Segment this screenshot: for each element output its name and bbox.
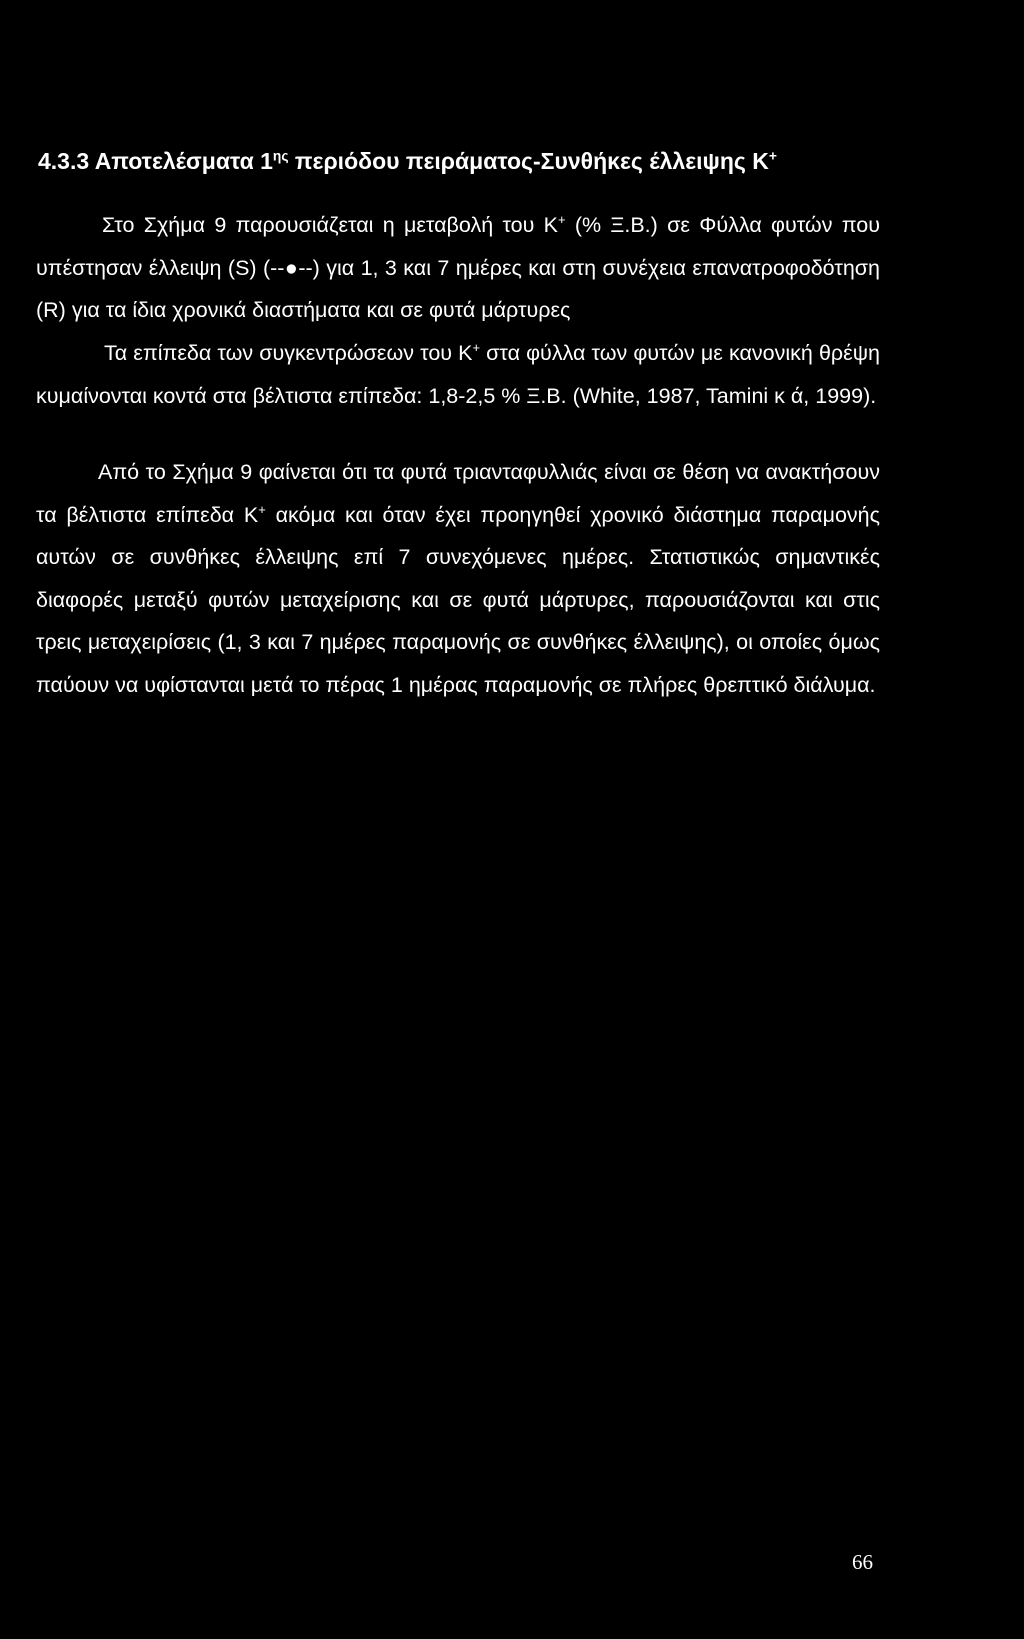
paragraph-2-text-a: Τα επίπεδα των συγκεντρώσεων του K bbox=[104, 341, 473, 365]
paragraph-figure-description bbox=[36, 204, 880, 332]
paragraph-1-ion-charge: + bbox=[558, 211, 566, 227]
paragraph-optimal-levels bbox=[36, 332, 880, 417]
paragraph-2-ion-charge: + bbox=[472, 339, 481, 355]
heading-ion-charge: + bbox=[768, 148, 777, 164]
paragraph-3-text-a: Από το Σχήμα 9 φαίνεται ότι τα φυτά τριανταφυλλιάς είναι σε θέση να ανακτήσουν τα βέλτιστα επίπεδα K bbox=[36, 460, 880, 527]
paragraph-1-text-b: (% Ξ.Β.) σε Φύλλα φυτών που υπέστησαν έλλειψη (S) (--●--) για 1, 3 και 7 ημέρες και στη συνέχεια επανατροφοδότηση (R) για τα ίδια χρονικά διαστήματα και σε φυτά μάρτυρες bbox=[36, 213, 880, 322]
page-number: 66 bbox=[852, 1550, 873, 1574]
paragraph-2-text-b: στα φύλλα των φυτών με κανονική θρέψη κυμαίνονται κοντά στα βέλτιστα επίπεδα: 1,8-2,5 % Ξ.Β. (White, 1987, Tamini κ ά, 1999). bbox=[36, 341, 880, 408]
heading-rest: περιόδου πειράματος-Συνθήκες έλλειψης K bbox=[288, 148, 769, 174]
paragraph-3-ion-charge: + bbox=[258, 501, 266, 517]
heading-ordinal-suffix: ης bbox=[272, 148, 289, 164]
paragraph-1-text-a: Στο Σχήμα 9 παρουσιάζεται η μεταβολή του K bbox=[102, 213, 558, 237]
heading-main: 4.3.3 Αποτελέσματα 1 bbox=[38, 148, 273, 174]
section-heading bbox=[38, 146, 988, 176]
paragraph-3-text-b: ακόμα και όταν έχει προηγηθεί χρονικό διάστημα παραμονής αυτών σε συνθήκες έλλειψης επί 7 συνεχόμενες ημέρες. Στατιστικώς σημαντικές διαφορές μεταξύ φυτών μεταχείρισης και σε φυτά μάρτυρες, παρουσιάζονται και στις τρεις μεταχειρίσεις (1, 3 και 7 ημέρες παραμονής σε συνθήκες έλλειψης), οι οποίες όμως παύουν να υφίστανται μετά το πέρας 1 ημέρας παραμονής σε πλήρες θρεπτικό διάλυμα. bbox=[36, 502, 880, 697]
paragraph-results-discussion bbox=[36, 451, 880, 706]
